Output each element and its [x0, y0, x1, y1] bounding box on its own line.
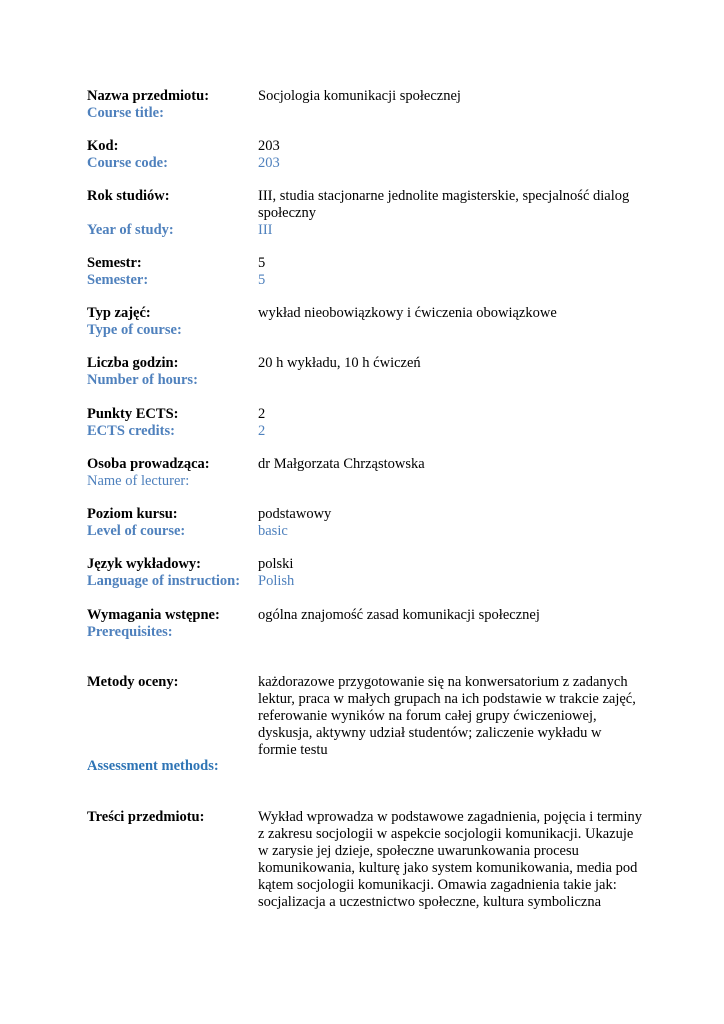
language-value: polski	[258, 556, 294, 572]
course-type-label-en: Type of course:	[87, 322, 182, 338]
semester-label-en: Semester:	[87, 272, 149, 288]
assessment-label: Metody oceny:	[87, 674, 179, 690]
year-label: Rok studiów:	[87, 188, 170, 204]
content-value: Wykład wprowadza w podstawowe zagadnienia, pojęcia i terminy z zakresu socjologii w aspekcie socjologii komunikacji. Ukazuje w zarysie jej dzieje, społeczne uwarunkowania procesu komunikowania, kulturę jako system komunikowania, media pod kątem socjologii komunikacji. Omawia zagadnienia takie jak: socjalizacja a uczestnictwo społeczne, kultura symboliczna	[258, 809, 643, 910]
course-code-label-en: Course code:	[87, 155, 168, 171]
lecturer-label: Osoba prowadząca:	[87, 456, 210, 472]
ects-label: Punkty ECTS:	[87, 406, 179, 422]
ects-label-en: ECTS credits:	[87, 423, 175, 439]
course-code-value: 203	[258, 138, 280, 154]
level-value-en: basic	[258, 523, 288, 539]
course-code-label: Kod:	[87, 138, 119, 154]
level-label-en: Level of course:	[87, 523, 186, 539]
lecturer-label-en: Name of lecturer:	[87, 473, 190, 489]
language-label: Język wykładowy:	[87, 556, 201, 572]
lecturer-value: dr Małgorzata Chrząstowska	[258, 456, 425, 472]
language-value-en: Polish	[258, 573, 295, 589]
semester-value: 5	[258, 255, 266, 271]
course-title-value: Socjologia komunikacji społecznej	[258, 88, 461, 104]
prerequisites-label-en: Prerequisites:	[87, 624, 173, 640]
assessment-value: każdorazowe przygotowanie się na konwersatorium z zadanych lektur, praca w małych grupach na ich podstawie w trakcie zajęć, referowanie wyników na forum całej grupy ćwiczeniowej, dyskusja, aktywny udział studentów; zaliczenie wykładu w formie testu	[258, 674, 636, 758]
level-label: Poziom kursu:	[87, 506, 178, 522]
course-title-label: Nazwa przedmiotu:	[87, 88, 210, 104]
content-label: Treści przedmiotu:	[87, 809, 205, 825]
ects-value-en: 2	[258, 423, 266, 439]
level-value: podstawowy	[258, 506, 332, 522]
prerequisites-value: ogólna znajomość zasad komunikacji społecznej	[258, 607, 540, 623]
hours-value: 20 h wykładu, 10 h ćwiczeń	[258, 355, 421, 371]
prerequisites-label: Wymagania wstępne:	[87, 607, 220, 623]
semester-label: Semestr:	[87, 255, 142, 271]
year-value: III, studia stacjonarne jednolite magisterskie, specjalność dialog społeczny	[258, 188, 630, 221]
hours-label: Liczba godzin:	[87, 355, 179, 371]
year-value-en: III	[258, 222, 273, 238]
course-code-value-en: 203	[258, 155, 280, 171]
language-label-en: Language of instruction:	[87, 573, 241, 589]
course-type-label: Typ zajęć:	[87, 305, 151, 321]
semester-value-en: 5	[258, 272, 266, 288]
course-title-label-en: Course title:	[87, 105, 164, 121]
hours-label-en: Number of hours:	[87, 372, 198, 388]
ects-value: 2	[258, 406, 266, 422]
assessment-label-en: Assessment methods:	[87, 758, 219, 774]
course-type-value: wykład nieobowiązkowy i ćwiczenia obowiązkowe	[258, 305, 557, 321]
year-label-en: Year of study:	[87, 222, 174, 238]
